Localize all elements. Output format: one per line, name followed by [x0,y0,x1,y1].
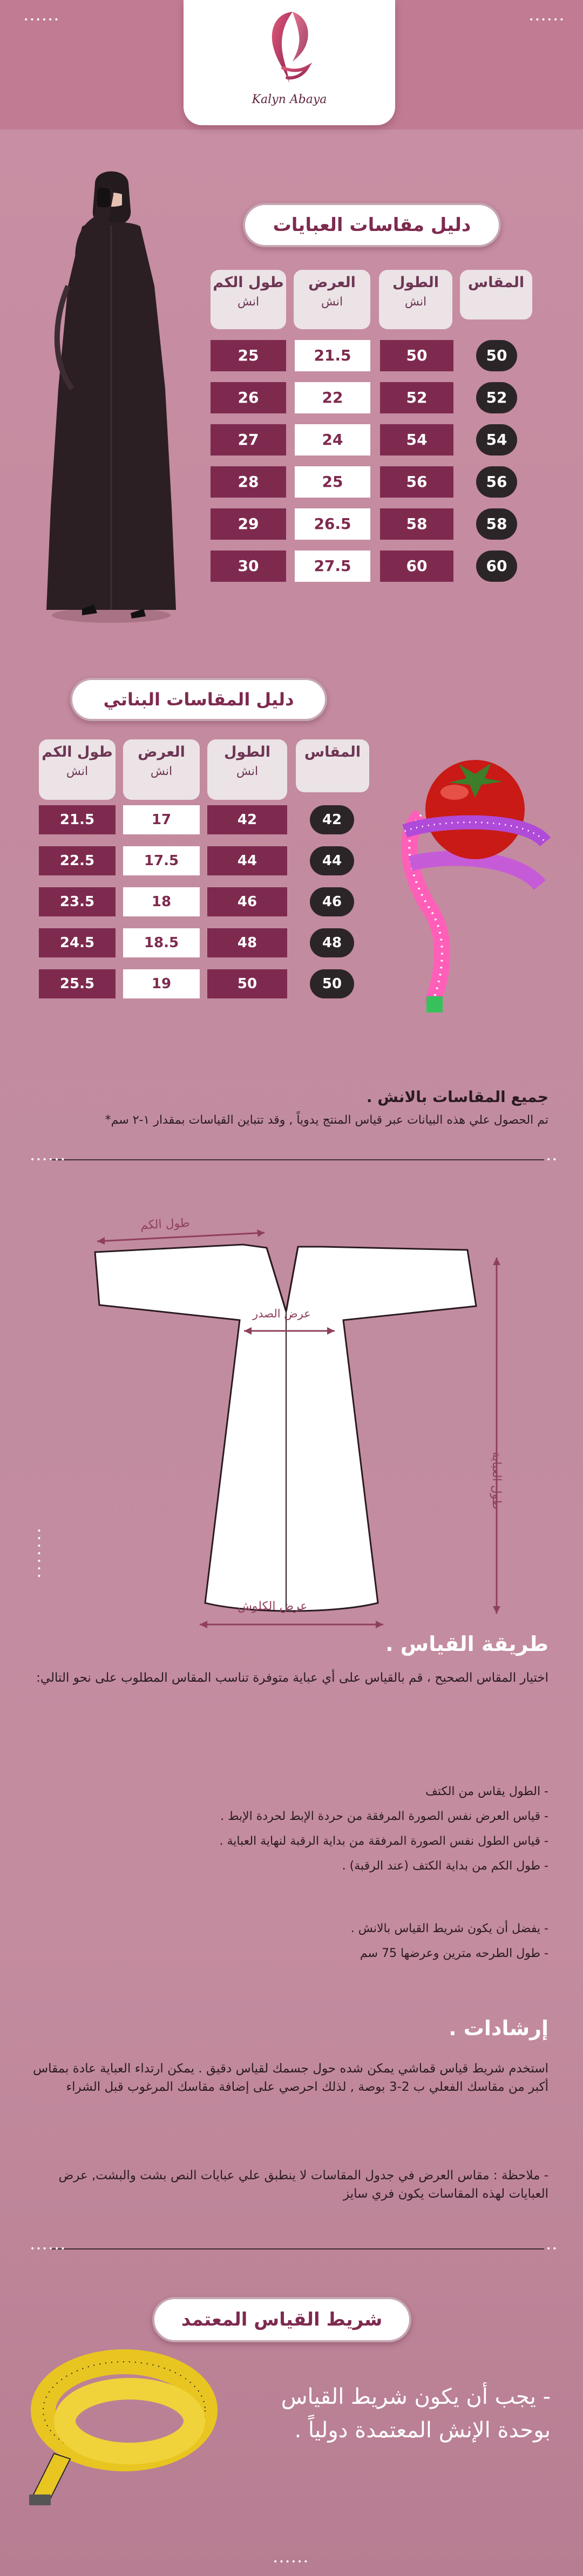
abaya-length-cell: 54 [380,424,453,456]
abaya-length-cell: 58 [380,508,453,540]
label-sleeve-length: طول الكم [140,1216,191,1233]
abaya-width-cell: 26.5 [295,508,370,540]
decor-dots: •••••• [30,2245,67,2253]
decor-dots: •••••• [529,16,566,24]
girls-width-cell: 18.5 [123,928,200,957]
girls-length-cell: 46 [207,887,287,916]
abaya-width-cell: 24 [295,424,370,456]
decor-dots: •• [546,2245,559,2253]
tape-text [238,2380,551,2447]
decor-dots: • • • • • • • [37,1527,43,1581]
girls-width-cell: 19 [123,969,200,998]
abaya-diagram [86,1225,518,1635]
tape-text-line1: - يجب أن يكون شريط القياس [281,2384,551,2409]
girls-length-cell: 48 [207,928,287,957]
abaya-length-cell: 56 [380,466,453,498]
girls-length-cell: 42 [207,805,287,834]
abaya-width-cell: 27.5 [295,550,370,582]
abaya-size-cell: 58 [476,508,517,540]
measuring-item: - طول الكم من بداية الكتف (عند الرقبة) . [342,1859,548,1873]
girls-size-cell: 46 [310,887,354,916]
abaya-size-cell: 50 [476,340,517,371]
abaya-header-width: العرض انش [294,270,370,329]
girls-header-sleeve: طول الكم انش [39,739,116,800]
logo-text: Kalyn Abaya [252,93,327,106]
girls-size-cell: 48 [310,928,354,957]
decor-dots: •••••• [30,1156,67,1164]
abaya-header-length: الطول انش [379,270,452,329]
abaya-width-cell: 22 [295,382,370,413]
decor-dots: •• [546,1156,559,1164]
measuring-list [32,1782,548,1881]
measuring-list-2 [32,1919,548,1963]
tape-text-line2: بوحدة الإنش المعتمدة دولياً . [294,2418,551,2443]
abaya-size-cell: 56 [476,466,517,498]
girls-sleeve-cell: 24.5 [39,928,116,957]
abaya-width-cell: 25 [295,466,370,498]
inch-note-text: تم الحصول علي هذه البيانات عبر قياس المنتج يدوياً , وقد تتباين القياسات بمقدار ١-٢ سم* [105,1113,548,1127]
girls-length-cell: 44 [207,846,287,875]
label-chest-width: عرض الصدر [253,1307,311,1320]
measuring-intro: اختيار المقاس الصحيح ، قم بالقياس على أي عباية متوفرة تناسب المقاس المطلوب على نحو التالي: [36,1671,548,1685]
guidance-text: استخدم شريط قياس قماشي يمكن شده حول جسمك لقياس دقيق . يمكن ارتداء العباية عادة بمقاس أكبر من مقاسك الفعلي ب 2-3 بوصة , لذلك احرصي على إضافة مقاسك المرغوب قبل الشراء [33,2062,548,2094]
abaya-size-cell: 54 [476,424,517,456]
girls-length-cell: 50 [207,969,287,998]
abaya-length-cell: 60 [380,550,453,582]
abaya-size-cell: 60 [476,550,517,582]
girls-sleeve-cell: 22.5 [39,846,116,875]
girls-width-cell: 17.5 [123,846,200,875]
girls-sleeve-cell: 23.5 [39,887,116,916]
divider [50,1159,544,1160]
girls-size-cell: 50 [310,969,354,998]
abaya-length-cell: 52 [380,382,453,413]
abaya-header-size: المقاس [460,270,532,320]
measuring-item: - قياس العرض نفس الصورة المرفقة من حردة الإبط لحردة الإبط . [220,1810,548,1823]
girls-sleeve-cell: 21.5 [39,805,116,834]
abaya-sleeve-cell: 27 [211,424,286,456]
decor-dots: •••••• [273,2558,310,2566]
divider [50,2248,544,2249]
girls-header-width: العرض انش [123,739,200,800]
abaya-length-cell: 50 [380,340,453,371]
abaya-guide-title: دليل مقاسات العبايات [243,203,501,247]
abaya-sleeve-cell: 28 [211,466,286,498]
abaya-size-cell: 52 [476,382,517,413]
measuring-item: - الطول يقاس من الكتف [425,1785,548,1798]
abaya-sleeve-cell: 25 [211,340,286,371]
measuring-heading: طريقة القياس . [385,1632,548,1656]
abaya-width-cell: 21.5 [295,340,370,371]
model-image [30,162,192,626]
abaya-header-sleeve: طول الكم انش [211,270,286,329]
abaya-sleeve-cell: 26 [211,382,286,413]
measuring-item: - يفضل أن يكون شريط القياس بالانش . [350,1922,548,1935]
girls-size-cell: 44 [310,846,354,875]
abaya-sleeve-cell: 29 [211,508,286,540]
tomato-tape-image [389,750,551,1020]
brand-logo-icon [261,8,321,89]
tape-title: شريط القياس المعتمد [152,2297,411,2342]
girls-header-size: المقاس [296,739,369,792]
inch-note-heading: جميع المقاسات بالانش . [366,1088,548,1106]
label-hem-width: عرض الكلوش [238,1600,308,1613]
measuring-item: - قياس الطول نفس الصورة المرفقة من بداية الرقبة لنهاية العباية . [219,1834,548,1848]
guidance-note: - ملاحظة : مقاس العرض في جدول المقاسات لا ينطبق علي عبايات النص بشت والبشت, عرض العبايات لهذه المقاسات يكون فري سايز [58,2169,548,2201]
girls-size-cell: 42 [310,805,354,834]
abaya-sleeve-cell: 30 [211,550,286,582]
decor-dots: •••••• [24,16,60,24]
girls-guide-title: دليل المقاسات البناتي [70,678,327,721]
girls-header-length: الطول انش [207,739,287,800]
inch-note-block [32,1088,548,1130]
label-abaya-length: طول العباية [490,1452,503,1510]
girls-width-cell: 18 [123,887,200,916]
girls-width-cell: 17 [123,805,200,834]
guidance-heading: إرشادات . [449,2016,548,2040]
measuring-item: - طول الطرحه مترين وعرضها 75 سم [360,1947,548,1960]
measuring-tape-image [22,2335,227,2513]
girls-sleeve-cell: 25.5 [39,969,116,998]
